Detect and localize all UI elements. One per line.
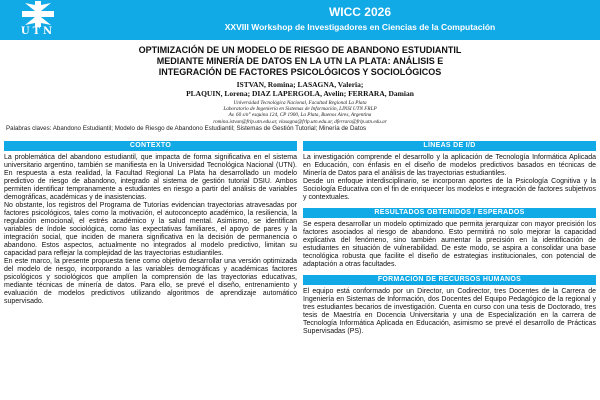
paragraph: En este marco, la presente propuesta tiene como objetivo desarrollar una versión optimizada del modelo de riesgo, incorporando a las variables demográficas y académicas factores psicológicos y sociológicos que amplíen la comprensión de las trayectorias educativas, mediante técnicas de minería de datos. Para ello, se prevé el diseño, entrenamiento y evaluación de modelos predictivos utilizando algoritmos de aprendizaje automático supervisado. bbox=[4, 258, 297, 305]
utn-emblem-icon bbox=[22, 1, 54, 27]
title-line: MEDIANTE MINERÍA DE DATOS EN LA UTN LA PLATA: ANÁLISIS E bbox=[156, 56, 444, 66]
section-heading-contexto: CONTEXTO bbox=[4, 141, 297, 151]
affiliation bbox=[140, 100, 460, 125]
section-heading-formacion: FORMACIÓN DE RECURSOS HUMANOS bbox=[303, 275, 596, 285]
poster-header bbox=[0, 0, 600, 40]
workshop-title: XXVIII Workshop de Investigadores en Ciencias de la Computación bbox=[224, 22, 496, 32]
title-line: INTEGRACIÓN DE FACTORES PSICOLÓGICOS Y SOCIOLÓGICOS bbox=[158, 67, 442, 77]
paragraph: El equipo está conformado por un Director, un Codirector, tres Docentes de la Carrera de Ingeniería en Sistemas de Información, dos Docentes del Equipo Pedagógico de la regional y tres estudiantes becarios de investigación. Cuenta en curso con una tesis de Doctorado, tres tesis de Maestría en Docencia Universitaria y una de Especialización en la carrera de Tecnología Informática Aplicada en Educación, asimismo se prevé el desarrollo de Prácticas Supervisadas (PS). bbox=[303, 288, 596, 335]
paragraph: Se espera desarrollar un modelo optimizado que permita jerarquizar con mayor precisión los factores asociados al riesgo de abandono. Esto permitirá no solo mejorar la capacidad explicativa del fenómeno, sino también aumentar la precisión en la identificación de estudiantes en situación de vulnerabilidad. De este modo, se aspira a consolidar una base tecnológica robusta que facilite el diseño de estrategias institucionales, con potencial de adaptación a otras facultades. bbox=[303, 221, 596, 268]
keywords: Palabras claves: Abandono Estudiantil; Modelo de Riesgo de Abandono Estudiantil; Sistemas de Gestión Tutorial; Minería de Datos bbox=[6, 125, 367, 132]
affiliation-line: romina.istvan@frlp.utn.edu.ar, vlasagna@frlp.utn.edu.ar, dferrara@frlp.utn.edu.ar bbox=[213, 118, 387, 125]
authors bbox=[40, 80, 560, 98]
paragraph: No obstante, los registros del Programa de Tutorías evidencian trayectorias atravesadas por factores psicológicos, tales como la motivación, el autoconcepto académico, la resiliencia, la regulación emocional, el estrés académico y la salud mental. Asimismo, se identifican variables de índole sociológica, como las expectativas familiares, el apoyo de pares y la integración social, que inciden de manera significativa en la decisión de permanencia o abandono. Estos aspectos, actualmente no integrados al modelo predictivo, limitan su capacidad para reflejar la complejidad de las trayectorias estudiantiles. bbox=[4, 202, 297, 257]
section-heading-lineas: LÍNEAS DE I/D bbox=[303, 141, 596, 151]
conference-title: WICC 2026 bbox=[328, 5, 392, 19]
affiliation-line: Laboratorio de Ingeniería en Sistemas de Información, LINSI UTN FRLP bbox=[223, 106, 377, 113]
formacion-body bbox=[303, 288, 596, 336]
paragraph: La investigación comprende el desarrollo y la aplicación de Tecnología Informática Aplicada en Educación, con énfasis en el diseño de modelos predictivos basados en técnicas de Minería de Datos para el análisis de las trayectorias estudiantiles. bbox=[303, 154, 596, 177]
paragraph: Desde un enfoque interdisciplinario, se incorporan aportes de la Psicología Cognitiva y la Sociología Educativa con el fin de enriquecer los modelos e integración de factores subjetivos y contextuales. bbox=[303, 178, 596, 201]
logo-text: UTN bbox=[20, 26, 56, 37]
paper-title bbox=[40, 45, 560, 78]
paragraph: La problemática del abandono estudiantil, que impacta de forma significativa en el sistema universitario argentino, también se manifiesta en la Universidad Tecnológica Nacional (UTN). En respuesta a esta realidad, la Facultad Regional La Plata ha desarrollado un modelo predictivo de riesgo de abandono, integrado al sistema de gestión tutorial DSIU. Ambos permiten identificar tempranamente a estudiantes en riesgo a partir del análisis de variables demográficas, académicas y de inasistencias. bbox=[4, 154, 297, 201]
utn-logo bbox=[14, 1, 62, 39]
right-column bbox=[303, 141, 596, 336]
authors-line: PLAQUIN, Lorena; DIAZ LAPERGOLA, Avelin; FERRARA, Damian bbox=[186, 89, 414, 98]
resultados-body bbox=[303, 221, 596, 269]
section-heading-resultados: RESULTADOS OBTENIDOS / ESPERADOS bbox=[303, 208, 596, 218]
contexto-body bbox=[4, 154, 297, 306]
left-column bbox=[4, 141, 297, 306]
lineas-body bbox=[303, 154, 596, 202]
title-line: OPTIMIZACIÓN DE UN MODELO DE RIESGO DE ABANDONO ESTUDIANTIL bbox=[138, 45, 462, 55]
authors-line: ISTVAN, Romina; LASAGNA, Valeria; bbox=[236, 80, 364, 89]
affiliation-line: Universidad Tecnológica Nacional, Facultad Regional La Plata bbox=[233, 100, 367, 106]
affiliation-line: Av. 60 s/n° esquina 124, CP 1900, La Plata, Buenos Aires, Argentina bbox=[228, 112, 372, 119]
